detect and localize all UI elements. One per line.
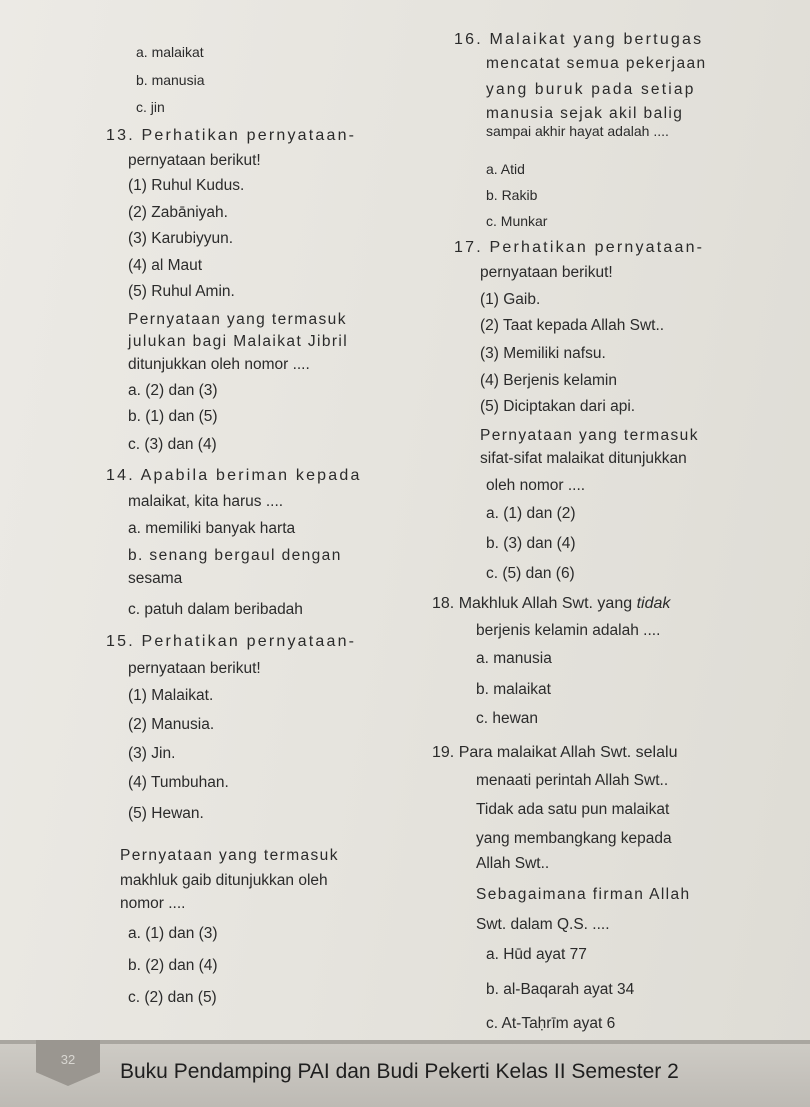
option: a. Atid xyxy=(486,161,525,177)
question-text: Pernyataan yang termasuk xyxy=(128,311,347,328)
option: c. (5) dan (6) xyxy=(486,565,575,582)
option: c. (3) dan (4) xyxy=(128,436,217,453)
option: a. (2) dan (3) xyxy=(128,382,218,399)
question-stem: yang membangkang kepada xyxy=(476,830,672,847)
option: a. memiliki banyak harta xyxy=(128,520,296,537)
question-stem: 15. Perhatikan pernyataan- xyxy=(106,633,357,650)
option: c. (2) dan (5) xyxy=(128,989,217,1006)
option: a. malaikat xyxy=(136,44,204,60)
statement-item: (1) Ruhul Kudus. xyxy=(128,177,245,194)
question-stem: Swt. dalam Q.S. .... xyxy=(476,916,610,933)
question-stem: menaati perintah Allah Swt.. xyxy=(476,772,669,789)
option: a. (1) dan (2) xyxy=(486,505,576,522)
statement-item: (5) Diciptakan dari api. xyxy=(480,398,636,415)
option: b. malaikat xyxy=(476,681,551,698)
question-stem: yang buruk pada setiap xyxy=(486,81,696,98)
option: c. patuh dalam beribadah xyxy=(128,601,303,618)
statement-item: (4) al Maut xyxy=(128,257,203,274)
book-title: Buku Pendamping PAI dan Budi Pekerti Kelas II Semester 2 xyxy=(120,1060,679,1083)
option: a. Hūd ayat 77 xyxy=(486,946,587,963)
option: c. Munkar xyxy=(486,213,548,229)
statement-item: (3) Jin. xyxy=(128,745,176,762)
statement-item: (1) Gaib. xyxy=(480,291,541,308)
question-text: nomor .... xyxy=(120,895,186,912)
question-stem xyxy=(432,596,670,612)
question-stem: manusia sejak akil balig xyxy=(486,105,684,122)
option: c. At-Taḥrīm ayat 6 xyxy=(486,1015,616,1032)
statement-item: (2) Taat kepada Allah Swt.. xyxy=(480,317,665,334)
option: b. senang bergaul dengan xyxy=(128,547,342,564)
question-stem: Allah Swt.. xyxy=(476,855,550,872)
question-stem: 17. Perhatikan pernyataan- xyxy=(454,239,705,256)
question-stem: sampai akhir hayat adalah .... xyxy=(486,123,669,139)
question-stem-text: 18. Makhluk Allah Swt. yang xyxy=(432,595,637,612)
question-stem: Tidak ada satu pun malaikat xyxy=(476,801,670,818)
option: b. Rakib xyxy=(486,187,538,203)
question-text: ditunjukkan oleh nomor .... xyxy=(128,356,310,373)
statement-item: (4) Tumbuhan. xyxy=(128,774,229,791)
statement-item: (2) Manusia. xyxy=(128,716,215,733)
option: c. hewan xyxy=(476,710,539,727)
question-stem: mencatat semua pekerjaan xyxy=(486,55,707,72)
option: a. (1) dan (3) xyxy=(128,925,218,942)
statement-item: (4) Berjenis kelamin xyxy=(480,372,617,389)
statement-item: (2) Zabāniyah. xyxy=(128,204,228,221)
option: b. (1) dan (5) xyxy=(128,408,218,425)
statement-item: (3) Karubiyyun. xyxy=(128,230,234,247)
question-stem: 14. Apabila beriman kepada xyxy=(106,467,362,484)
emphasis-word: tidak xyxy=(636,595,671,612)
option: sesama xyxy=(128,570,183,587)
statement-item: (1) Malaikat. xyxy=(128,687,214,704)
question-stem: pernyataan berikut! xyxy=(128,660,261,677)
option: b. (2) dan (4) xyxy=(128,957,218,974)
statement-item: (3) Memiliki nafsu. xyxy=(480,345,606,362)
question-text: Pernyataan yang termasuk xyxy=(480,427,699,444)
question-text: sifat-sifat malaikat ditunjukkan xyxy=(480,450,687,467)
question-stem: Sebagaimana firman Allah xyxy=(476,886,691,903)
option: a. manusia xyxy=(476,650,552,667)
statement-item: (5) Ruhul Amin. xyxy=(128,283,235,300)
question-stem: berjenis kelamin adalah .... xyxy=(476,622,661,639)
question-text: oleh nomor .... xyxy=(486,477,586,494)
option: b. al-Baqarah ayat 34 xyxy=(486,981,635,998)
question-text: makhluk gaib ditunjukkan oleh xyxy=(120,872,328,889)
question-stem: malaikat, kita harus .... xyxy=(128,493,284,510)
question-stem: 13. Perhatikan pernyataan- xyxy=(106,127,357,144)
statement-item: (5) Hewan. xyxy=(128,805,204,822)
question-text: Pernyataan yang termasuk xyxy=(120,847,339,864)
page-number: 32 xyxy=(60,1052,76,1067)
option: b. (3) dan (4) xyxy=(486,535,576,552)
question-stem: 16. Malaikat yang bertugas xyxy=(454,31,704,48)
question-stem: 19. Para malaikat Allah Swt. selalu xyxy=(432,744,678,761)
question-stem: pernyataan berikut! xyxy=(128,152,261,169)
question-stem: pernyataan berikut! xyxy=(480,264,613,281)
question-text: julukan bagi Malaikat Jibril xyxy=(128,333,349,350)
option: b. manusia xyxy=(136,72,205,88)
option: c. jin xyxy=(136,99,165,115)
